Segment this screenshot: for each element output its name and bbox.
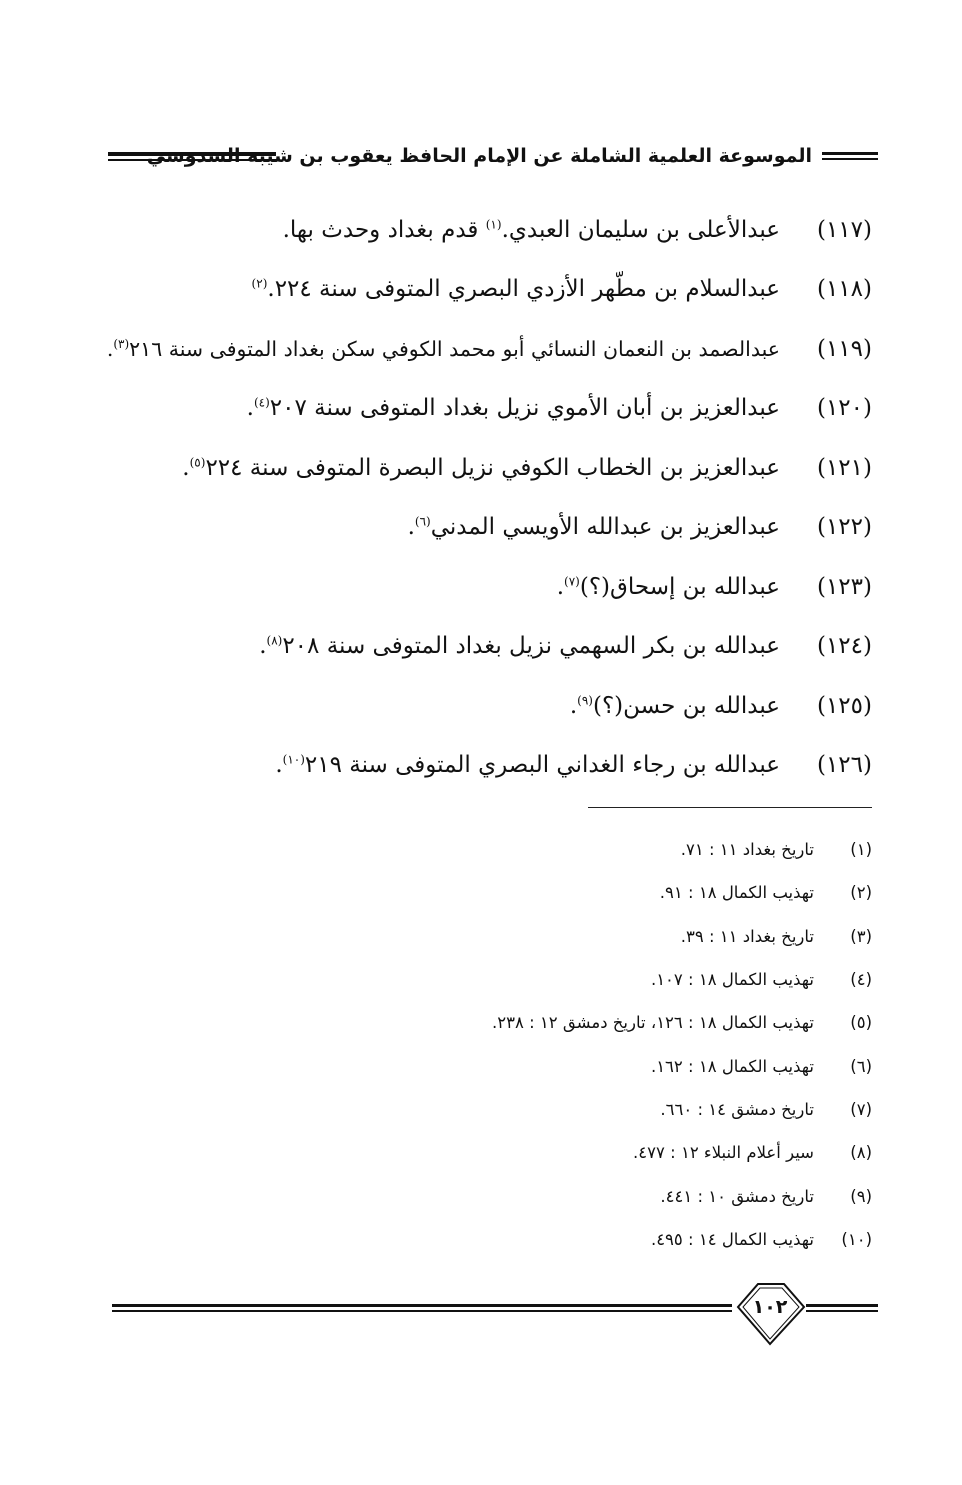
entry-text: عبدالسلام بن مطّهر الأزدي البصري المتوفى سنة ٢٢٤.$^{(٢)}$ xyxy=(251,276,780,303)
entry-item xyxy=(112,438,872,498)
page-footer xyxy=(112,1276,878,1346)
footnote-text: تهذيب الكمال ١٨ : ١٠٧. xyxy=(650,970,814,990)
entry-number: (١١٩) xyxy=(816,335,872,362)
footnote-item xyxy=(372,1044,872,1087)
footnote-number: (٨) xyxy=(850,1143,872,1163)
footer-rule-left-thin xyxy=(112,1310,732,1312)
footnote-number: (٣) xyxy=(850,926,872,946)
header-rule-right-thin xyxy=(822,158,878,160)
entry-item xyxy=(112,498,872,558)
footnote-number: (١) xyxy=(850,840,872,860)
running-header xyxy=(108,138,878,174)
footnote-item xyxy=(372,958,872,1001)
entry-number: (١٢٢) xyxy=(816,514,872,541)
footnote-ref[interactable]: (٥) xyxy=(189,455,206,470)
footer-rule-right xyxy=(806,1304,878,1307)
entry-text: عبدالله بن حسن(؟)$^{(٩)}$. xyxy=(569,692,780,719)
footer-rule-right-thin xyxy=(806,1310,878,1312)
footnote-number: (٥) xyxy=(850,1013,872,1033)
footnote-item xyxy=(372,1174,872,1217)
footnote-text: تاريخ دمشق ١٠ : ٤٤١. xyxy=(660,1186,814,1206)
footnote-list xyxy=(372,828,872,1261)
footnote-ref[interactable]: (٧) xyxy=(564,574,580,589)
entry-text: عبدالله بن رجاء الغداني البصري المتوفى سنة ٢١٩$^{(١٠)}$. xyxy=(275,752,780,779)
footnote-ref[interactable]: (٨) xyxy=(266,633,283,648)
footnote-item xyxy=(372,1218,872,1261)
entry-text: عبدالله بن إسحاق(؟)$^{(٧)}$. xyxy=(556,573,780,600)
footnote-item xyxy=(372,1001,872,1044)
footnote-text: تهذيب الكمال ١٨ : ١٢٦، تاريخ دمشق ١٢ : ٢٣٨. xyxy=(491,1013,814,1033)
footnote-ref[interactable]: (٢) xyxy=(251,276,268,291)
footnote-number: (٢) xyxy=(850,883,872,903)
footnote-number: (٩) xyxy=(850,1186,872,1206)
footnote-item xyxy=(372,871,872,914)
entry-text: عبدالعزيز بن الخطاب الكوفي نزيل البصرة المتوفى سنة ٢٢٤$^{(٥)}$. xyxy=(182,454,780,481)
entry-item xyxy=(112,617,872,677)
footnote-item xyxy=(372,915,872,958)
page-number: ١٠٢ xyxy=(752,1296,788,1318)
footnote-number: (٤) xyxy=(850,970,872,990)
entry-item xyxy=(112,260,872,320)
entry-number: (١١٧) xyxy=(816,216,872,243)
entry-text: عبدالعزيز بن أبان الأموي نزيل بغداد المتوفى سنة ٢٠٧$^{(٤)}$. xyxy=(246,395,780,422)
header-title: الموسوعة العلمية الشاملة عن الإمام الحافظ يعقوب بن شيبة السدوسي xyxy=(146,145,812,167)
entry-text: عبدالأعلى بن سليمان العبدي.$^{(١)}$ قدم بغداد وحدث بها. xyxy=(282,216,780,243)
footnote-number: (٧) xyxy=(850,1099,872,1119)
entry-number: (١٢٣) xyxy=(816,573,872,600)
footnote-number: (١٠) xyxy=(841,1229,872,1249)
entry-number: (١٢٥) xyxy=(816,692,872,719)
entry-item xyxy=(106,319,872,379)
footnote-ref[interactable]: (٩) xyxy=(577,693,593,708)
entry-number: (١٢٤) xyxy=(816,633,872,660)
entry-item xyxy=(112,557,872,617)
footnote-text: تاريخ دمشق ١٤ : ٦٦٠. xyxy=(660,1099,814,1119)
footnote-number: (٦) xyxy=(850,1056,872,1076)
footnote-item xyxy=(372,1088,872,1131)
footnote-text: تاريخ بغداد ١١ : ٧١. xyxy=(680,840,814,860)
footnote-ref[interactable]: (٣) xyxy=(113,336,130,351)
entry-item xyxy=(112,200,872,260)
entry-number: (١٢٦) xyxy=(816,752,872,779)
entry-text: عبدالله بن بكر السهمي نزيل بغداد المتوفى سنة ٢٠٨$^{(٨)}$. xyxy=(259,633,780,660)
header-rule-right xyxy=(822,152,878,155)
footnote-item xyxy=(372,828,872,871)
entry-list xyxy=(106,200,872,795)
entry-number: (١٢٠) xyxy=(816,395,872,422)
footnote-text: تهذيب الكمال ١٤ : ٤٩٥. xyxy=(650,1229,814,1249)
footnote-text: تهذيب الكمال ١٨ : ٩١. xyxy=(659,883,814,903)
entry-item xyxy=(112,736,872,796)
entry-item xyxy=(112,676,872,736)
footnote-ref[interactable]: (٤) xyxy=(253,395,270,410)
footnote-ref[interactable]: (١٠) xyxy=(282,752,305,767)
entry-number: (١٢١) xyxy=(816,454,872,481)
footnote-ref[interactable]: (٦) xyxy=(414,514,431,529)
footnote-ref[interactable]: (١) xyxy=(485,217,502,232)
entry-text: عبدالصمد بن النعمان النسائي أبو محمد الكوفي سكن بغداد المتوفى سنة ٢١٦$^{(٣)}$. xyxy=(106,336,780,361)
entry-item xyxy=(112,379,872,439)
footer-rule-left xyxy=(112,1304,732,1307)
footnote-text: تهذيب الكمال ١٨ : ١٦٢. xyxy=(650,1056,814,1076)
footnote-item xyxy=(372,1131,872,1174)
footnote-text: تاريخ بغداد ١١ : ٣٩. xyxy=(680,926,814,946)
entry-text: عبدالعزيز بن عبدالله الأويسي المدني$^{(٦)}$. xyxy=(407,514,780,541)
footnote-separator xyxy=(588,807,872,808)
entry-number: (١١٨) xyxy=(816,276,872,303)
footnote-text: سير أعلام النبلاء ١٢ : ٤٧٧. xyxy=(633,1143,814,1163)
